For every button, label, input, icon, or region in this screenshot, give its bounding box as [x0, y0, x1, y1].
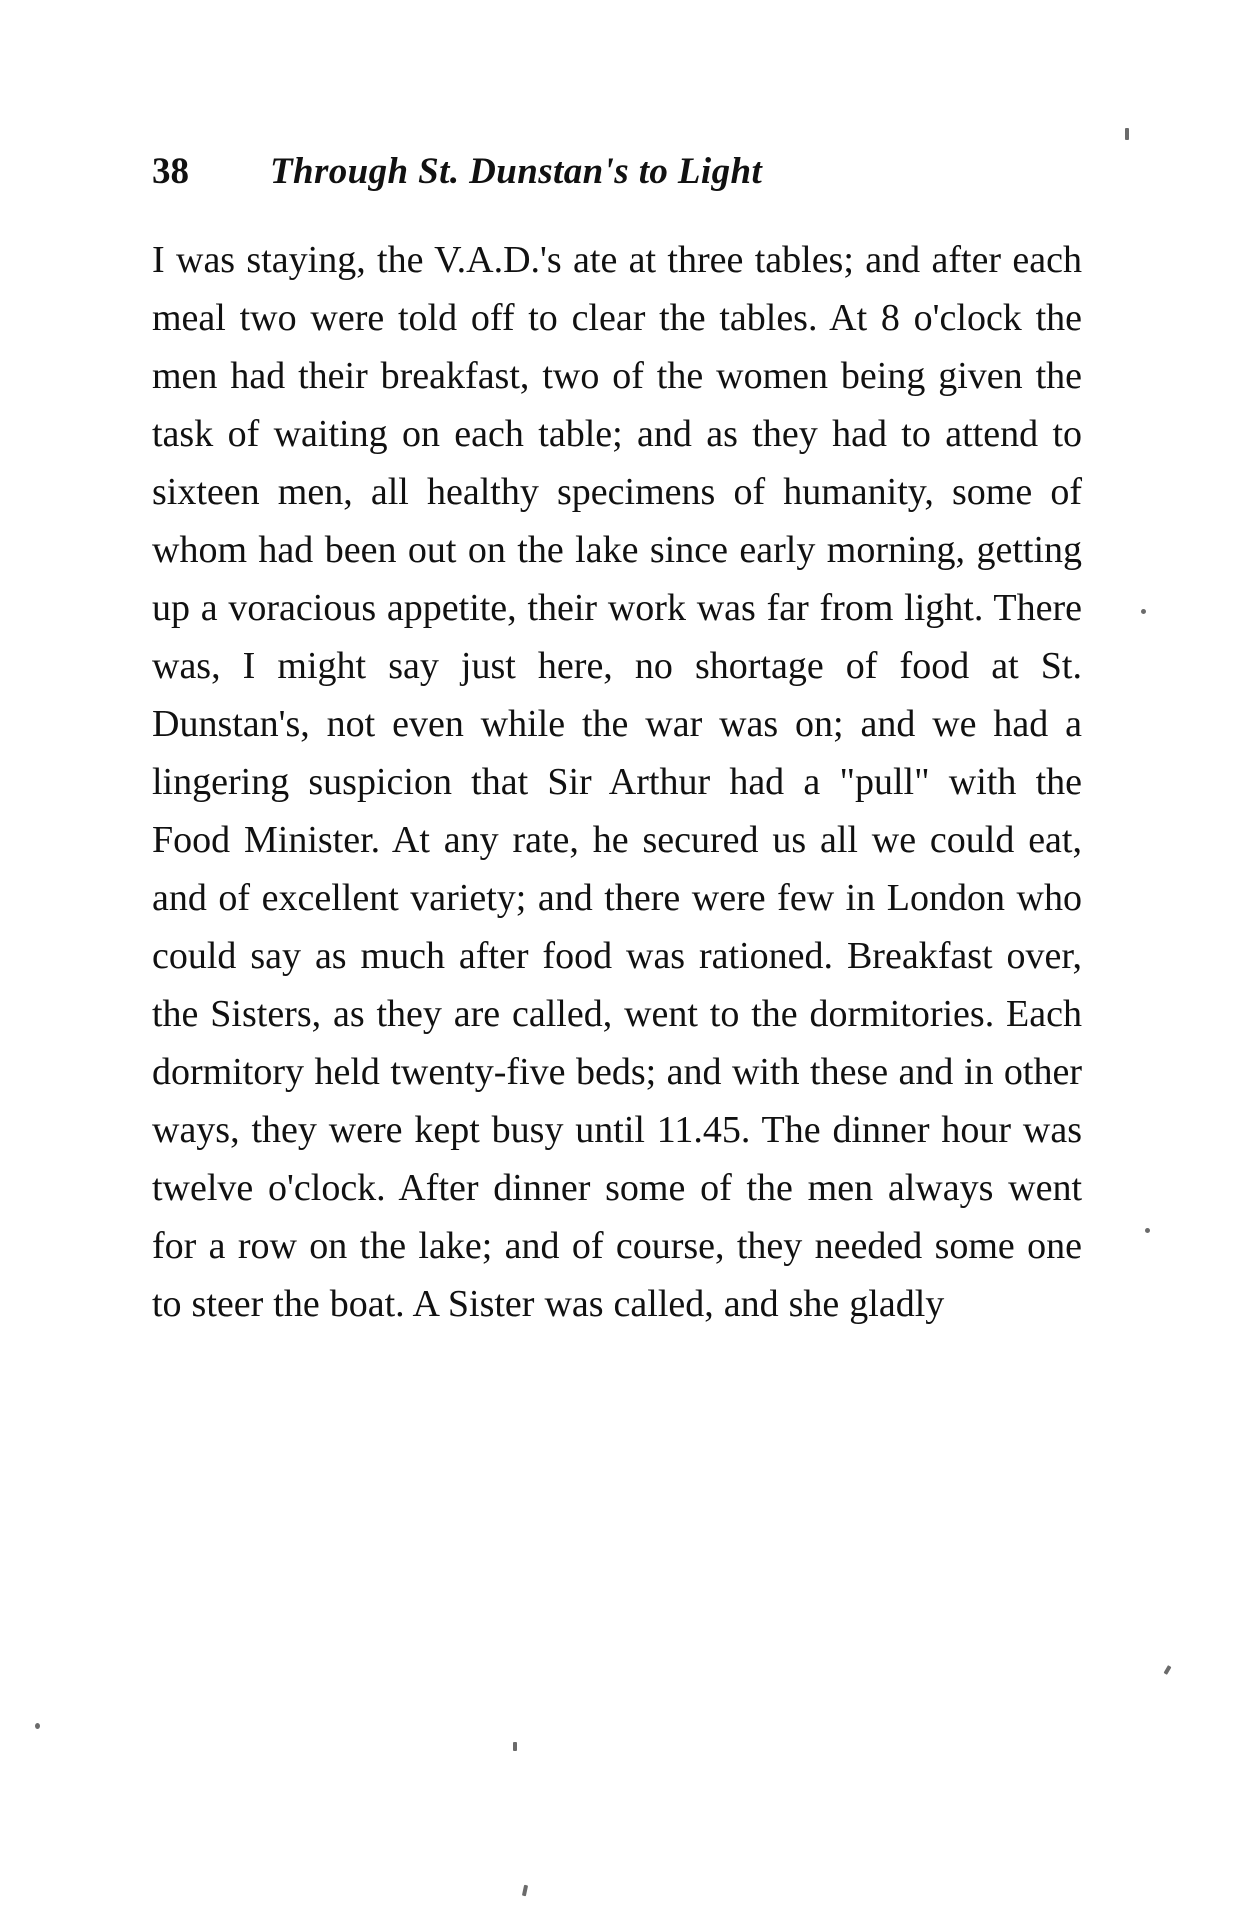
body-text [152, 231, 1082, 1333]
page-number: 38 [152, 151, 189, 192]
scan-speck [1145, 1228, 1150, 1233]
body-paragraph: I was staying, the V.A.D.'s ate at three tables; and after each meal two were told off to clear the tables. At 8 o'clock the men had their breakfast, two of the women being given the task of waiting on each table; and as they had to attend to sixteen men, all healthy specimens of humanity, some of whom had been out on the lake since early morning, getting up a voracious appetite, their work was far from light. There was, I might say just here, no shortage of food at St. Dunstan's, not even while the war was on; and we had a lingering suspicion that Sir Arthur had a "pull" with the Food Minister. At any rate, he secured us all we could eat, and of excellent variety; and there were few in London who could say as much after food was rationed. Breakfast over, the Sisters, as they are called, went to the dormitories. Each dormitory held twenty-five beds; and with these and in other ways, they were kept busy until 11.45. The dinner hour was twelve o'clock. After dinner some of the men always went for a row on the lake; and of course, they needed some one to steer the boat. A Sister was called, and she gladly [152, 239, 1082, 1325]
running-title: Through St. Dunstan's to Light [270, 151, 763, 192]
scan-speck [1164, 1665, 1172, 1675]
scan-speck [1125, 128, 1129, 140]
scan-speck [35, 1723, 40, 1729]
page-header [152, 150, 1082, 193]
scan-speck [1141, 609, 1146, 614]
scan-speck [522, 1885, 528, 1897]
scan-speck [513, 1742, 517, 1751]
page-content [152, 150, 1082, 1333]
